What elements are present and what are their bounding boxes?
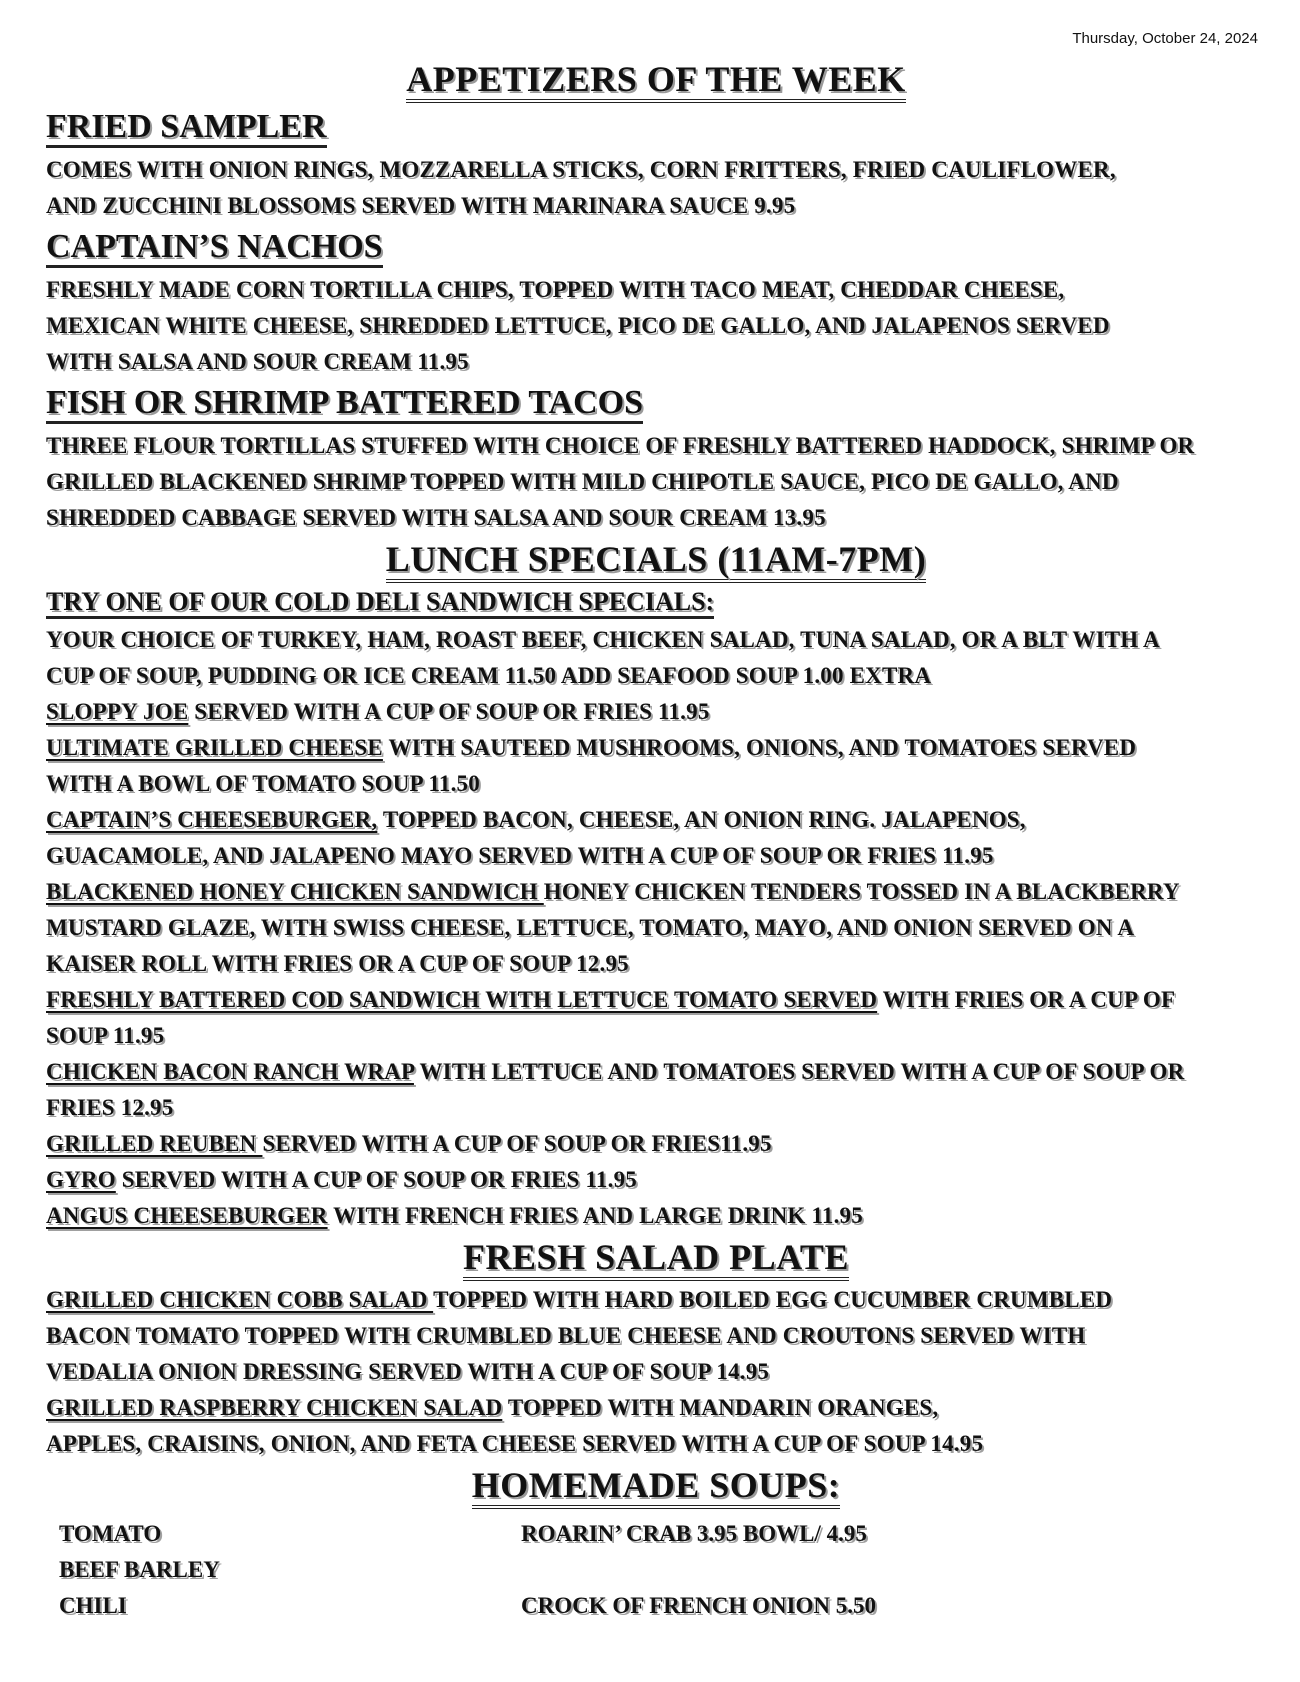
menu-line xyxy=(46,802,1266,838)
dish-name: GRILLED RASPBERRY CHICKEN SALAD xyxy=(46,1395,503,1420)
menu-line xyxy=(46,1354,1266,1390)
dish-description: MEXICAN WHITE CHEESE, SHREDDED LETTUCE, PICO DE GALLO, AND JALAPENOS SERVED xyxy=(46,313,1110,338)
menu-line xyxy=(46,1090,1266,1126)
dish-description: YOUR CHOICE OF TURKEY, HAM, ROAST BEEF, CHICKEN SALAD, TUNA SALAD, OR A BLT WITH A xyxy=(46,627,1160,652)
dish-description: COMES WITH ONION RINGS, MOZZARELLA STICKS, CORN FRITTERS, FRIED CAULIFLOWER, xyxy=(46,157,1116,182)
dish-description: SERVED WITH A CUP OF SOUP OR FRIES 11.95 xyxy=(188,699,710,724)
soup-item: CROCK OF FRENCH ONION 5.50 xyxy=(521,1593,877,1618)
salad-heading-text: FRESH SALAD PLATE xyxy=(463,1237,849,1281)
lunch-specials-heading xyxy=(46,536,1266,584)
dish-name: CHICKEN BACON RANCH WRAP xyxy=(46,1059,414,1084)
soups-list xyxy=(46,1510,1266,1630)
menu-line xyxy=(46,1162,1266,1198)
appetizers-heading-text: APPETIZERS OF THE WEEK xyxy=(406,59,905,103)
dish-description: WITH LETTUCE AND TOMATOES SERVED WITH A CUP OF SOUP OR xyxy=(413,1059,1185,1084)
menu-line xyxy=(46,152,1266,188)
menu-line xyxy=(46,1018,1266,1054)
dish-name: CAPTAIN’S CHEESEBURGER, xyxy=(46,807,378,832)
dish-description: FRIES 12.95 xyxy=(46,1095,174,1120)
menu-line xyxy=(46,1198,1266,1234)
dish-name: SLOPPY JOE xyxy=(46,699,189,724)
dish-description: TOPPED BACON, CHEESE, AN ONION RING. JALAPENOS, xyxy=(377,807,1026,832)
dish-description: MUSTARD GLAZE, WITH SWISS CHEESE, LETTUCE, TOMATO, MAYO, AND ONION SERVED ON A xyxy=(46,915,1135,940)
soup-item: BEEF BARLEY xyxy=(59,1557,220,1582)
menu-line xyxy=(46,982,1266,1018)
menu-line xyxy=(46,188,1266,224)
menu-page xyxy=(46,56,1266,1630)
dish-description: GRILLED BLACKENED SHRIMP TOPPED WITH MILD CHIPOTLE SAUCE, PICO DE GALLO, AND xyxy=(46,469,1119,494)
dish-description: WITH SAUTEED MUSHROOMS, ONIONS, AND TOMATOES SERVED xyxy=(382,735,1137,760)
appetizer-name: FISH OR SHRIMP BATTERED TACOS xyxy=(46,384,643,424)
appetizer-heading xyxy=(46,380,1266,428)
dish-description: KAISER ROLL WITH FRIES OR A CUP OF SOUP 12.95 xyxy=(46,951,629,976)
dish-name: FRESHLY BATTERED COD SANDWICH WITH LETTUCE TOMATO SERVED xyxy=(46,987,878,1012)
dish-description: WITH FRENCH FRIES AND LARGE DRINK 11.95 xyxy=(327,1203,863,1228)
dish-description: TOPPED WITH HARD BOILED EGG CUCUMBER CRUMBLED xyxy=(433,1287,1113,1312)
soups-heading-text: HOMEMADE SOUPS: xyxy=(472,1465,841,1509)
menu-line xyxy=(46,464,1266,500)
appetizer-name: CAPTAIN’S NACHOS xyxy=(46,228,383,268)
menu-line xyxy=(46,308,1266,344)
menu-line xyxy=(46,1282,1266,1318)
menu-line xyxy=(46,838,1266,874)
dish-description: BACON TOMATO TOPPED WITH CRUMBLED BLUE CHEESE AND CROUTONS SERVED WITH xyxy=(46,1323,1086,1348)
dish-description: AND ZUCCHINI BLOSSOMS SERVED WITH MARINARA SAUCE 9.95 xyxy=(46,193,796,218)
dish-description: TOPPED WITH MANDARIN ORANGES, xyxy=(502,1395,939,1420)
menu-line xyxy=(46,428,1266,464)
appetizer-heading xyxy=(46,224,1266,272)
salad-heading xyxy=(46,1234,1266,1282)
dish-name: GYRO xyxy=(46,1167,116,1192)
dish-description: WITH A BOWL OF TOMATO SOUP 11.50 xyxy=(46,771,480,796)
menu-line xyxy=(46,344,1266,380)
soups-heading xyxy=(46,1462,1266,1510)
menu-line xyxy=(46,874,1266,910)
appetizer-name: FRIED SAMPLER xyxy=(46,108,327,148)
deli-subheading-text: TRY ONE OF OUR COLD DELI SANDWICH SPECIALS: xyxy=(46,587,714,619)
dish-description: VEDALIA ONION DRESSING SERVED WITH A CUP OF SOUP 14.95 xyxy=(46,1359,770,1384)
menu-line xyxy=(46,500,1266,536)
menu-line xyxy=(46,1126,1266,1162)
dish-name: ANGUS CHEESEBURGER xyxy=(46,1203,328,1228)
menu-line xyxy=(46,1390,1266,1426)
dish-name: GRILLED CHICKEN COBB SALAD xyxy=(46,1287,434,1312)
menu-line xyxy=(46,910,1266,946)
dish-description: CUP OF SOUP, PUDDING OR ICE CREAM 11.50 ADD SEAFOOD SOUP 1.00 EXTRA xyxy=(46,663,932,688)
menu-line xyxy=(46,622,1266,658)
dish-description: GUACAMOLE, AND JALAPENO MAYO SERVED WITH A CUP OF SOUP OR FRIES 11.95 xyxy=(46,843,994,868)
dish-name: BLACKENED HONEY CHICKEN SANDWICH xyxy=(46,879,544,904)
dish-description: WITH SALSA AND SOUR CREAM 11.95 xyxy=(46,349,469,374)
appetizers-heading xyxy=(46,56,1266,104)
dish-description: SHREDDED CABBAGE SERVED WITH SALSA AND SOUR CREAM 13.95 xyxy=(46,505,826,530)
dish-description: THREE FLOUR TORTILLAS STUFFED WITH CHOICE OF FRESHLY BATTERED HADDOCK, SHRIMP OR xyxy=(46,433,1195,458)
dish-description: SERVED WITH A CUP OF SOUP OR FRIES11.95 xyxy=(262,1131,772,1156)
dish-description: WITH FRIES OR A CUP OF xyxy=(877,987,1176,1012)
lunch-specials-heading-text: LUNCH SPECIALS (11AM-7PM) xyxy=(386,539,927,583)
dish-name: GRILLED REUBEN xyxy=(46,1131,263,1156)
menu-date: Thursday, October 24, 2024 xyxy=(1072,30,1258,47)
menu-line xyxy=(46,1318,1266,1354)
appetizer-heading xyxy=(46,104,1266,152)
dish-description: FRESHLY MADE CORN TORTILLA CHIPS, TOPPED WITH TACO MEAT, CHEDDAR CHEESE, xyxy=(46,277,1065,302)
menu-line xyxy=(46,1426,1266,1462)
menu-line xyxy=(46,658,1266,694)
soup-item: CHILI xyxy=(59,1593,127,1618)
menu-line xyxy=(46,1054,1266,1090)
soup-item: TOMATO xyxy=(59,1521,162,1546)
dish-description: SERVED WITH A CUP OF SOUP OR FRIES 11.95 xyxy=(115,1167,637,1192)
menu-line xyxy=(46,694,1266,730)
menu-line xyxy=(46,946,1266,982)
dish-name: ULTIMATE GRILLED CHEESE xyxy=(46,735,383,760)
dish-description: HONEY CHICKEN TENDERS TOSSED IN A BLACKBERRY xyxy=(543,879,1180,904)
deli-subheading xyxy=(46,584,1266,622)
dish-description: SOUP 11.95 xyxy=(46,1023,165,1048)
dish-description: APPLES, CRAISINS, ONION, AND FETA CHEESE SERVED WITH A CUP OF SOUP 14.95 xyxy=(46,1431,984,1456)
menu-line xyxy=(46,766,1266,802)
soup-item: ROARIN’ CRAB 3.95 BOWL/ 4.95 xyxy=(521,1521,867,1546)
menu-line xyxy=(46,730,1266,766)
menu-line xyxy=(46,272,1266,308)
